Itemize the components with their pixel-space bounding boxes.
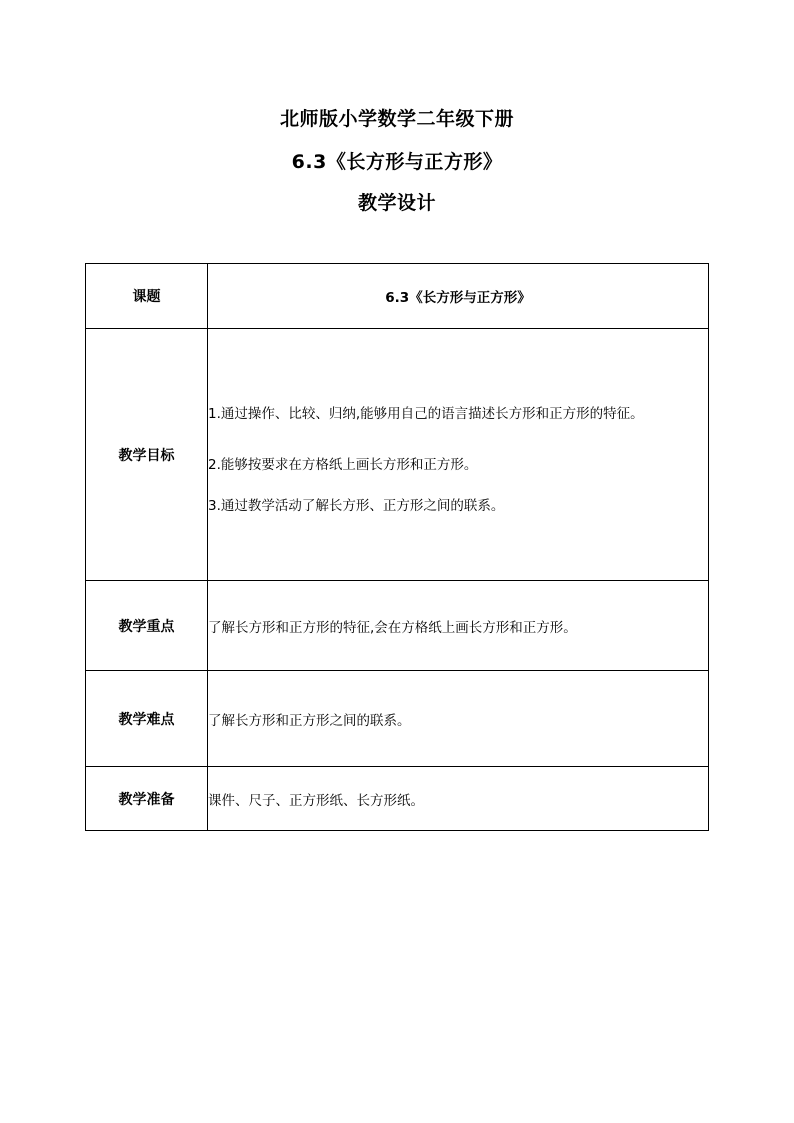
table-row-preparation [86, 767, 709, 831]
document-title-type: 教学设计 [357, 192, 436, 214]
preparation-label: 教学准备 [86, 767, 208, 831]
difficulties-label: 教学难点 [86, 671, 208, 767]
table-row-difficulties [86, 671, 709, 767]
goal-item: 3.通过教学活动了解长方形、正方形之间的联系。 [208, 497, 505, 514]
lesson-plan-table [85, 263, 709, 831]
key-points-label: 教学重点 [86, 581, 208, 671]
document-title-course: 北师版小学数学二年级下册 [279, 108, 514, 130]
table-row-key-points [86, 581, 709, 671]
topic-label: 课题 [86, 264, 208, 329]
goals-content [208, 329, 709, 581]
preparation-value: 课件、尺子、正方形纸、长方形纸。 [208, 767, 709, 831]
table-row-topic [86, 264, 709, 329]
goals-label: 教学目标 [86, 329, 208, 581]
key-points-value: 了解长方形和正方形的特征,会在方格纸上画长方形和正方形。 [208, 581, 709, 671]
table-row-goals [86, 329, 709, 581]
goal-item: 2.能够按要求在方格纸上画长方形和正方形。 [208, 456, 478, 473]
difficulties-value: 了解长方形和正方形之间的联系。 [208, 671, 709, 767]
document-title-lesson: 6.3《长方形与正方形》 [291, 151, 503, 173]
goal-item: 1.通过操作、比较、归纳,能够用自己的语言描述长方形和正方形的特征。 [208, 405, 644, 422]
topic-value: 6.3《长方形与正方形》 [208, 264, 709, 329]
